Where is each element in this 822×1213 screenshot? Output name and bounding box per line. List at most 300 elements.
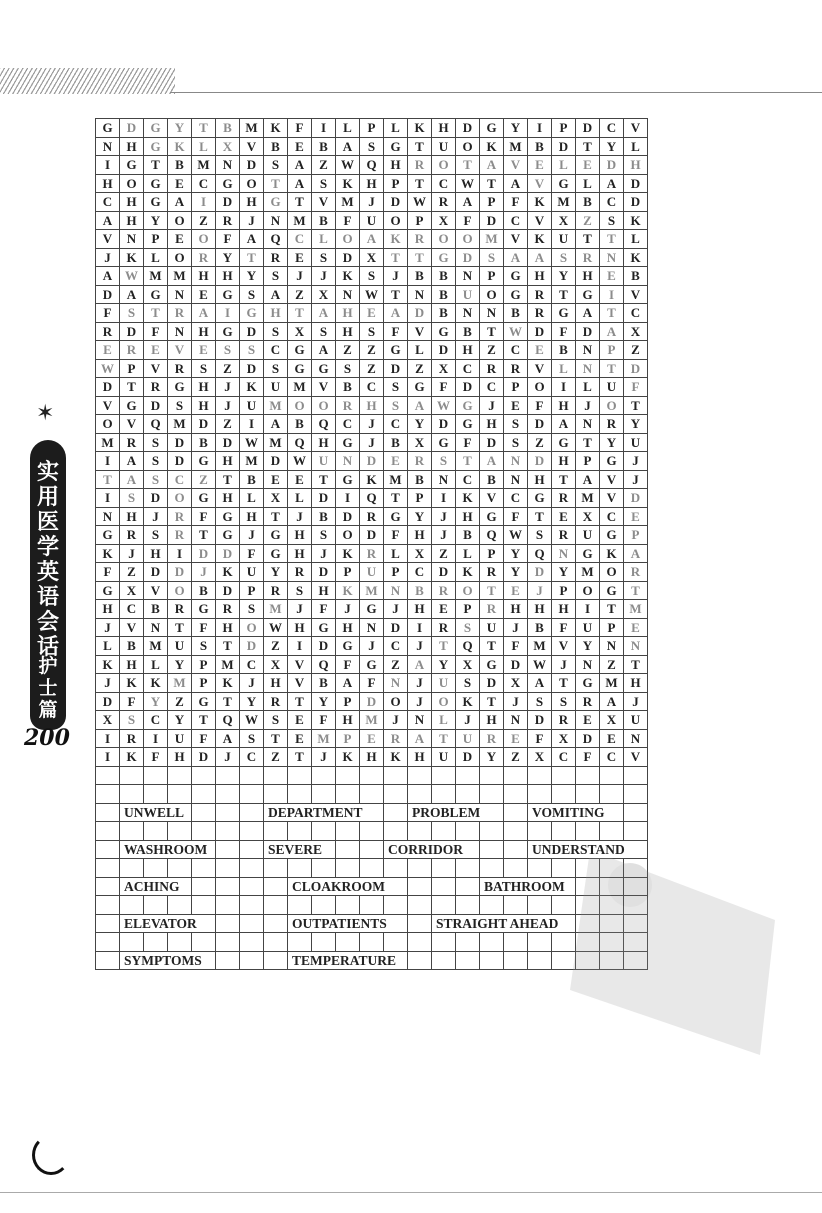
grid-cell: D: [456, 119, 480, 138]
grid-cell: J: [432, 507, 456, 526]
grid-cell: S: [144, 526, 168, 545]
grid-cell: J: [624, 692, 648, 711]
grid-cell: D: [312, 489, 336, 508]
grid-cell: Y: [264, 563, 288, 582]
grid-cell: W: [240, 711, 264, 730]
grid-cell: F: [288, 119, 312, 138]
grid-cell: E: [552, 507, 576, 526]
grid-cell-empty: [264, 822, 288, 841]
grid-cell: P: [480, 193, 504, 212]
grid-cell: A: [384, 304, 408, 323]
grid-cell: E: [360, 729, 384, 748]
grid-cell: T: [216, 692, 240, 711]
grid-cell: J: [384, 600, 408, 619]
grid-cell: R: [408, 156, 432, 175]
grid-cell: A: [168, 193, 192, 212]
grid-cell: T: [264, 729, 288, 748]
grid-cell: T: [432, 637, 456, 656]
grid-cell: M: [384, 470, 408, 489]
grid-cell: B: [552, 341, 576, 360]
grid-cell: F: [96, 304, 120, 323]
grid-cell: Z: [408, 359, 432, 378]
grid-cell: X: [312, 285, 336, 304]
grid-cell: O: [336, 526, 360, 545]
grid-cell: D: [528, 415, 552, 434]
grid-cell: R: [216, 600, 240, 619]
grid-cell-empty: [336, 766, 360, 785]
grid-cell: C: [144, 711, 168, 730]
grid-cell: R: [384, 729, 408, 748]
grid-cell-empty: [360, 840, 384, 859]
grid-cell: D: [600, 156, 624, 175]
grid-cell: D: [144, 563, 168, 582]
grid-cell: S: [312, 174, 336, 193]
grid-cell: Q: [216, 711, 240, 730]
grid-cell: G: [192, 489, 216, 508]
grid-cell: A: [312, 304, 336, 323]
grid-cell-empty: [504, 822, 528, 841]
grid-cell: P: [504, 378, 528, 397]
grid-cell-empty: [216, 803, 240, 822]
grid-row: [96, 618, 648, 637]
grid-cell: B: [432, 267, 456, 286]
grid-cell: A: [336, 674, 360, 693]
grid-cell: X: [456, 655, 480, 674]
grid-cell: Z: [216, 415, 240, 434]
grid-cell: V: [528, 359, 552, 378]
grid-cell: H: [312, 433, 336, 452]
grid-cell: X: [216, 137, 240, 156]
grid-cell: H: [336, 322, 360, 341]
grid-cell: H: [360, 396, 384, 415]
grid-cell: D: [264, 452, 288, 471]
grid-cell: D: [312, 563, 336, 582]
grid-cell: H: [120, 507, 144, 526]
grid-cell-empty: [408, 785, 432, 804]
grid-cell: O: [432, 156, 456, 175]
grid-cell-empty: [408, 822, 432, 841]
grid-cell: T: [432, 729, 456, 748]
grid-cell: I: [552, 378, 576, 397]
grid-cell: L: [312, 230, 336, 249]
grid-cell: J: [576, 396, 600, 415]
grid-cell: U: [624, 433, 648, 452]
grid-cell: O: [384, 211, 408, 230]
grid-cell: U: [360, 563, 384, 582]
grid-cell-empty: [432, 951, 456, 970]
grid-cell-empty: [408, 896, 432, 915]
grid-cell-empty: [360, 785, 384, 804]
grid-cell: Y: [576, 637, 600, 656]
grid-cell: J: [144, 507, 168, 526]
grid-cell: B: [408, 470, 432, 489]
grid-cell: H: [408, 526, 432, 545]
grid-cell: G: [288, 341, 312, 360]
grid-cell: M: [216, 655, 240, 674]
grid-cell: D: [528, 452, 552, 471]
grid-cell: E: [288, 137, 312, 156]
grid-cell: J: [432, 526, 456, 545]
chapter-sidebar: [0, 400, 72, 770]
grid-cell: K: [624, 211, 648, 230]
grid-cell: F: [576, 748, 600, 767]
grid-cell: J: [216, 748, 240, 767]
grid-cell: D: [216, 581, 240, 600]
grid-cell: N: [576, 415, 600, 434]
grid-cell: W: [360, 285, 384, 304]
grid-cell: E: [288, 729, 312, 748]
grid-row: [96, 341, 648, 360]
grid-cell: S: [504, 415, 528, 434]
grid-cell: J: [480, 396, 504, 415]
grid-cell: E: [360, 304, 384, 323]
grid-cell: N: [576, 655, 600, 674]
grid-cell: J: [96, 248, 120, 267]
grid-cell: V: [168, 341, 192, 360]
grid-cell: S: [312, 248, 336, 267]
grid-cell: H: [336, 711, 360, 730]
grid-cell: U: [264, 378, 288, 397]
grid-cell: G: [504, 285, 528, 304]
grid-cell-empty: [168, 859, 192, 878]
grid-cell: J: [312, 544, 336, 563]
grid-cell: O: [240, 174, 264, 193]
grid-cell: Y: [552, 563, 576, 582]
grid-cell: C: [624, 304, 648, 323]
grid-cell: Y: [144, 211, 168, 230]
grid-cell: E: [624, 618, 648, 637]
grid-cell: O: [96, 415, 120, 434]
grid-cell: R: [432, 581, 456, 600]
grid-cell: T: [264, 507, 288, 526]
grid-cell: Z: [528, 433, 552, 452]
grid-cell: M: [168, 674, 192, 693]
grid-cell: R: [336, 396, 360, 415]
grid-cell: A: [96, 267, 120, 286]
grid-cell-empty: [192, 785, 216, 804]
grid-cell: L: [576, 174, 600, 193]
word-to-find: SEVERE: [268, 841, 323, 857]
grid-cell: C: [504, 341, 528, 360]
grid-cell: W: [120, 267, 144, 286]
grid-cell: B: [624, 267, 648, 286]
grid-row: [96, 544, 648, 563]
grid-cell: X: [120, 581, 144, 600]
word-to-find: STRAIGHT AHEAD: [436, 915, 559, 931]
grid-cell: K: [456, 692, 480, 711]
grid-cell: G: [600, 581, 624, 600]
grid-cell: G: [384, 507, 408, 526]
grid-cell: Z: [312, 156, 336, 175]
grid-cell-empty: [384, 877, 408, 896]
grid-cell: F: [312, 711, 336, 730]
grid-cell-empty: [288, 785, 312, 804]
grid-cell: A: [528, 674, 552, 693]
grid-cell: Z: [192, 470, 216, 489]
grid-cell-empty: [432, 859, 456, 878]
grid-cell-empty: [432, 877, 456, 896]
grid-cell-empty: [240, 877, 264, 896]
grid-cell: H: [528, 470, 552, 489]
grid-cell-empty: [336, 822, 360, 841]
grid-cell: N: [408, 711, 432, 730]
grid-cell: C: [408, 563, 432, 582]
grid-row: [96, 193, 648, 212]
grid-row: [96, 378, 648, 397]
grid-cell: E: [504, 581, 528, 600]
grid-cell: F: [504, 507, 528, 526]
grid-cell: K: [408, 119, 432, 138]
grid-cell: G: [360, 655, 384, 674]
grid-cell: D: [624, 193, 648, 212]
grid-cell: H: [336, 304, 360, 323]
grid-cell: E: [168, 174, 192, 193]
grid-cell: J: [504, 618, 528, 637]
grid-cell: J: [288, 267, 312, 286]
word-list-cell: [480, 877, 565, 896]
grid-cell-empty: [408, 859, 432, 878]
grid-cell: F: [360, 674, 384, 693]
grid-cell: V: [624, 748, 648, 767]
grid-cell: S: [360, 267, 384, 286]
grid-cell: D: [216, 544, 240, 563]
grid-row: [96, 230, 648, 249]
grid-cell-empty: [480, 840, 504, 859]
grid-cell: G: [576, 544, 600, 563]
grid-row: [96, 470, 648, 489]
grid-cell-empty: [480, 803, 504, 822]
grid-cell: T: [624, 396, 648, 415]
grid-cell: C: [240, 748, 264, 767]
grid-cell: S: [120, 489, 144, 508]
grid-cell: Q: [360, 156, 384, 175]
grid-cell: H: [192, 267, 216, 286]
grid-cell: R: [120, 526, 144, 545]
grid-cell-empty: [96, 785, 120, 804]
grid-cell: R: [120, 341, 144, 360]
grid-cell: L: [192, 137, 216, 156]
grid-row: [96, 174, 648, 193]
grid-cell: E: [624, 507, 648, 526]
grid-cell-empty: [552, 766, 576, 785]
grid-cell: Z: [216, 359, 240, 378]
grid-cell-empty: [408, 914, 432, 933]
grid-cell-empty: [192, 859, 216, 878]
word-list-row: [96, 877, 648, 896]
grid-cell: R: [600, 415, 624, 434]
grid-cell: M: [336, 193, 360, 212]
grid-row: [96, 211, 648, 230]
grid-cell: W: [264, 618, 288, 637]
grid-cell: D: [240, 156, 264, 175]
word-to-find: CLOAKROOM: [292, 878, 385, 894]
grid-cell: K: [384, 748, 408, 767]
grid-cell: O: [480, 285, 504, 304]
grid-cell: C: [480, 378, 504, 397]
grid-cell: C: [96, 193, 120, 212]
grid-cell: Y: [168, 711, 192, 730]
grid-cell-empty: [384, 822, 408, 841]
grid-cell: G: [192, 692, 216, 711]
grid-cell: N: [216, 156, 240, 175]
grid-cell: F: [144, 748, 168, 767]
grid-cell-empty: [120, 859, 144, 878]
grid-cell-empty: [168, 766, 192, 785]
grid-cell-empty: [336, 785, 360, 804]
grid-cell: E: [528, 341, 552, 360]
grid-row: [96, 415, 648, 434]
grid-cell: T: [552, 674, 576, 693]
grid-cell: H: [312, 581, 336, 600]
grid-cell: D: [168, 433, 192, 452]
grid-cell: F: [552, 618, 576, 637]
grid-cell-empty: [480, 822, 504, 841]
grid-cell: F: [504, 637, 528, 656]
grid-cell: V: [288, 655, 312, 674]
grid-cell: W: [408, 193, 432, 212]
grid-cell: T: [288, 304, 312, 323]
grid-cell: U: [432, 748, 456, 767]
grid-cell: F: [336, 655, 360, 674]
grid-cell: B: [312, 674, 336, 693]
grid-cell-empty: [96, 877, 120, 896]
grid-cell: O: [576, 581, 600, 600]
grid-cell: Z: [600, 655, 624, 674]
grid-cell: N: [576, 359, 600, 378]
grid-cell: F: [456, 211, 480, 230]
grid-cell-empty: [432, 766, 456, 785]
grid-cell: D: [240, 359, 264, 378]
grid-cell: T: [600, 304, 624, 323]
grid-cell: V: [144, 359, 168, 378]
grid-row: [96, 322, 648, 341]
grid-cell: U: [600, 378, 624, 397]
grid-cell: P: [576, 452, 600, 471]
grid-cell: N: [336, 452, 360, 471]
grid-cell: E: [192, 285, 216, 304]
grid-cell: D: [144, 489, 168, 508]
word-list-cell: [120, 877, 180, 896]
grid-cell: Z: [168, 692, 192, 711]
word-to-find: DEPARTMENT: [268, 804, 363, 820]
grid-cell: W: [504, 322, 528, 341]
grid-cell: Y: [504, 544, 528, 563]
grid-cell: Y: [504, 563, 528, 582]
grid-cell: G: [288, 359, 312, 378]
grid-cell: C: [336, 415, 360, 434]
grid-cell: H: [504, 600, 528, 619]
grid-cell: F: [96, 563, 120, 582]
grid-cell: T: [120, 378, 144, 397]
grid-cell: B: [240, 470, 264, 489]
grid-cell: E: [168, 230, 192, 249]
grid-cell: H: [192, 396, 216, 415]
grid-cell: R: [576, 692, 600, 711]
grid-cell: T: [384, 489, 408, 508]
grid-cell: U: [552, 230, 576, 249]
grid-cell: R: [408, 230, 432, 249]
grid-cell: Z: [288, 285, 312, 304]
grid-cell: N: [504, 470, 528, 489]
grid-cell: G: [552, 174, 576, 193]
grid-cell: O: [384, 692, 408, 711]
grid-cell: B: [456, 526, 480, 545]
grid-cell: J: [408, 674, 432, 693]
grid-cell-empty: [384, 896, 408, 915]
header-rule: [170, 92, 822, 93]
grid-cell-empty: [96, 840, 120, 859]
grid-cell: C: [600, 193, 624, 212]
grid-cell: I: [96, 489, 120, 508]
grid-cell: F: [432, 378, 456, 397]
grid-cell: B: [528, 137, 552, 156]
grid-cell: G: [384, 137, 408, 156]
grid-cell: C: [552, 748, 576, 767]
grid-cell: I: [288, 637, 312, 656]
grid-cell: G: [408, 378, 432, 397]
grid-cell: S: [360, 137, 384, 156]
grid-cell-empty: [192, 766, 216, 785]
grid-cell: S: [144, 452, 168, 471]
grid-cell: X: [576, 507, 600, 526]
grid-cell: M: [288, 378, 312, 397]
grid-cell: B: [432, 285, 456, 304]
grid-cell: V: [528, 211, 552, 230]
grid-cell: A: [120, 470, 144, 489]
grid-cell: T: [408, 174, 432, 193]
grid-cell: H: [192, 378, 216, 397]
grid-cell: A: [600, 174, 624, 193]
grid-row: [96, 526, 648, 545]
grid-cell: W: [504, 526, 528, 545]
grid-cell: J: [216, 396, 240, 415]
grid-cell-empty: [528, 766, 552, 785]
grid-cell: B: [168, 156, 192, 175]
grid-cell: H: [240, 193, 264, 212]
grid-cell: J: [552, 655, 576, 674]
grid-cell: D: [336, 248, 360, 267]
grid-cell: G: [600, 452, 624, 471]
grid-cell: T: [192, 119, 216, 138]
grid-cell-empty: [504, 785, 528, 804]
grid-cell: H: [336, 618, 360, 637]
grid-cell: Q: [480, 526, 504, 545]
grid-cell: L: [432, 711, 456, 730]
grid-cell: J: [360, 433, 384, 452]
grid-cell: Z: [336, 341, 360, 360]
grid-cell-empty: [120, 766, 144, 785]
grid-cell: T: [576, 137, 600, 156]
grid-cell: G: [96, 581, 120, 600]
grid-cell-empty: [384, 766, 408, 785]
grid-cell: T: [240, 248, 264, 267]
grid-cell: T: [264, 174, 288, 193]
grid-cell: E: [504, 729, 528, 748]
grid-row: [96, 137, 648, 156]
grid-cell: Z: [432, 544, 456, 563]
grid-cell: D: [504, 655, 528, 674]
grid-cell: T: [288, 692, 312, 711]
grid-cell: O: [168, 248, 192, 267]
grid-row: [96, 711, 648, 730]
book-title: 实用医学英语会话: [36, 460, 59, 660]
grid-cell: I: [144, 729, 168, 748]
grid-cell-empty: [192, 822, 216, 841]
grid-cell: R: [120, 433, 144, 452]
grid-cell: R: [120, 729, 144, 748]
grid-cell: G: [240, 304, 264, 323]
grid-cell: O: [336, 230, 360, 249]
